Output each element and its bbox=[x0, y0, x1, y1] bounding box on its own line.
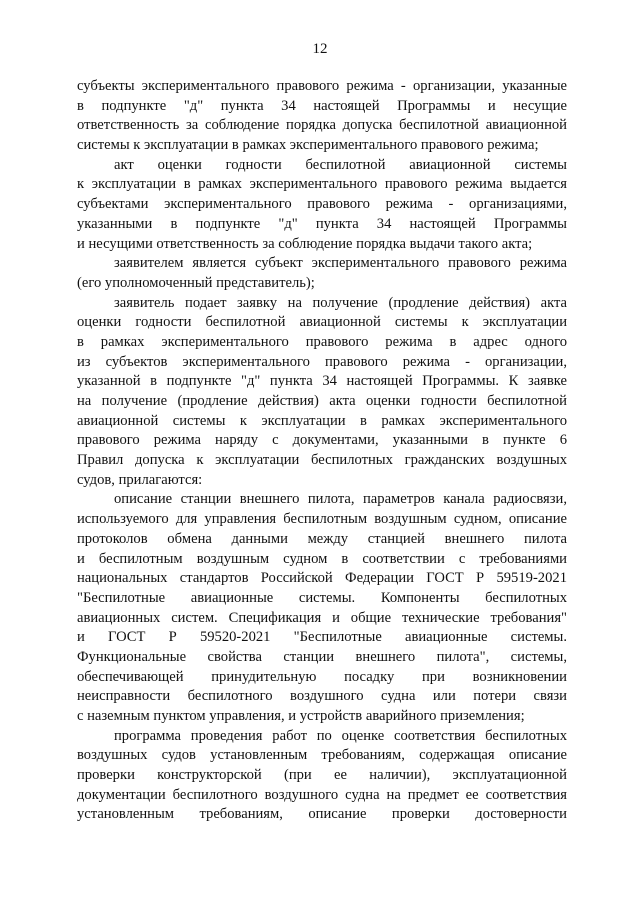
text-line: системы к эксплуатации в рамках экспериментального правового режима; bbox=[77, 137, 539, 154]
text-line: субъекты экспериментального правового режима - организации, указанные bbox=[77, 78, 567, 94]
text-line: Функциональные свойства станции внешнего пилота", системы, bbox=[77, 648, 567, 665]
text-line: программа проведения работ по оценке соответствия беспилотных bbox=[114, 727, 567, 744]
text-line: документации беспилотного воздушного судна на предмет ее соответствия bbox=[77, 786, 567, 803]
text-line: обеспечивающей принудительную посадку при возникновении bbox=[77, 668, 567, 685]
text-line: авиационной системы к эксплуатации в рамках экспериментального bbox=[77, 412, 567, 429]
text-line: Правил допуска к эксплуатации беспилотных гражданских воздушных bbox=[77, 452, 567, 469]
text-line: протоколов обмена данными между станцией внешнего пилота bbox=[77, 530, 567, 547]
text-line: описание станции внешнего пилота, параметров канала радиосвязи, bbox=[114, 491, 567, 508]
text-line: субъектами экспериментального правового режима - организациями, bbox=[77, 196, 567, 213]
text-line: в рамках экспериментального правового режима в адрес одного bbox=[77, 333, 567, 350]
paragraph-act-issuance bbox=[77, 156, 567, 254]
text-line: используемого для управления беспилотным воздушным судном, описание bbox=[77, 511, 567, 528]
text-line: оценки годности беспилотной авиационной системы к эксплуатации bbox=[77, 314, 567, 331]
document-body bbox=[77, 77, 567, 825]
text-line: указанной в подпункте "д" пункта 34 настоящей Программы. К заявке bbox=[77, 373, 567, 390]
text-line: судов, прилагаются: bbox=[77, 471, 203, 488]
paragraph-subjects bbox=[77, 77, 567, 156]
text-line: ответственность за соблюдение порядка допуска беспилотной авиационной bbox=[77, 117, 567, 134]
text-line: на получение (продление действия) акта оценки годности беспилотной bbox=[77, 393, 567, 409]
paragraph-work-program bbox=[77, 727, 567, 825]
text-line: "Беспилотные авиационные системы. Компоненты беспилотных bbox=[77, 589, 567, 606]
text-line: и беспилотным воздушным судном в соответствии с требованиями bbox=[77, 550, 567, 567]
text-line: указанными в подпункте "д" пункта 34 настоящей Программы bbox=[77, 215, 567, 232]
text-line: воздушных судов установленным требованиям, содержащая описание bbox=[77, 747, 567, 764]
text-line: правового режима наряду с документами, указанными в пункте 6 bbox=[77, 432, 567, 449]
text-line: из субъектов экспериментального правового режима - организации, bbox=[77, 353, 567, 370]
text-line: к эксплуатации в рамках экспериментального правового режима выдается bbox=[77, 176, 567, 193]
text-line: заявителем является субъект экспериментального правового режима bbox=[114, 255, 567, 272]
paragraph-applicant bbox=[77, 254, 567, 293]
text-line: (его уполномоченный представитель); bbox=[77, 274, 315, 291]
text-line: национальных стандартов Российской Федерации ГОСТ Р 59519-2021 bbox=[77, 570, 567, 587]
text-line: проверки конструкторской (при ее наличии), эксплуатационной bbox=[77, 767, 567, 784]
paragraph-pilot-station bbox=[77, 490, 567, 726]
text-line: с наземным пунктом управления, и устройств аварийного приземления; bbox=[77, 708, 525, 724]
text-line: неисправности беспилотного воздушного судна или потери связи bbox=[77, 688, 567, 705]
text-line: заявитель подает заявку на получение (продление действия) акта bbox=[114, 294, 567, 311]
text-line: и несущими ответственность за соблюдение порядка выдачи такого акта; bbox=[77, 235, 533, 252]
text-line: и ГОСТ Р 59520-2021 "Беспилотные авиационные системы. bbox=[77, 629, 567, 646]
text-line: в подпункте "д" пункта 34 настоящей Программы и несущие bbox=[77, 97, 567, 114]
paragraph-application bbox=[77, 294, 567, 491]
text-line: установленным требованиям, описание проверки достоверности bbox=[77, 806, 567, 823]
text-line: авиационных систем. Спецификация и общие технические требования" bbox=[77, 609, 567, 626]
page-number: 12 bbox=[312, 41, 328, 57]
text-line: акт оценки годности беспилотной авиационной системы bbox=[114, 156, 567, 173]
